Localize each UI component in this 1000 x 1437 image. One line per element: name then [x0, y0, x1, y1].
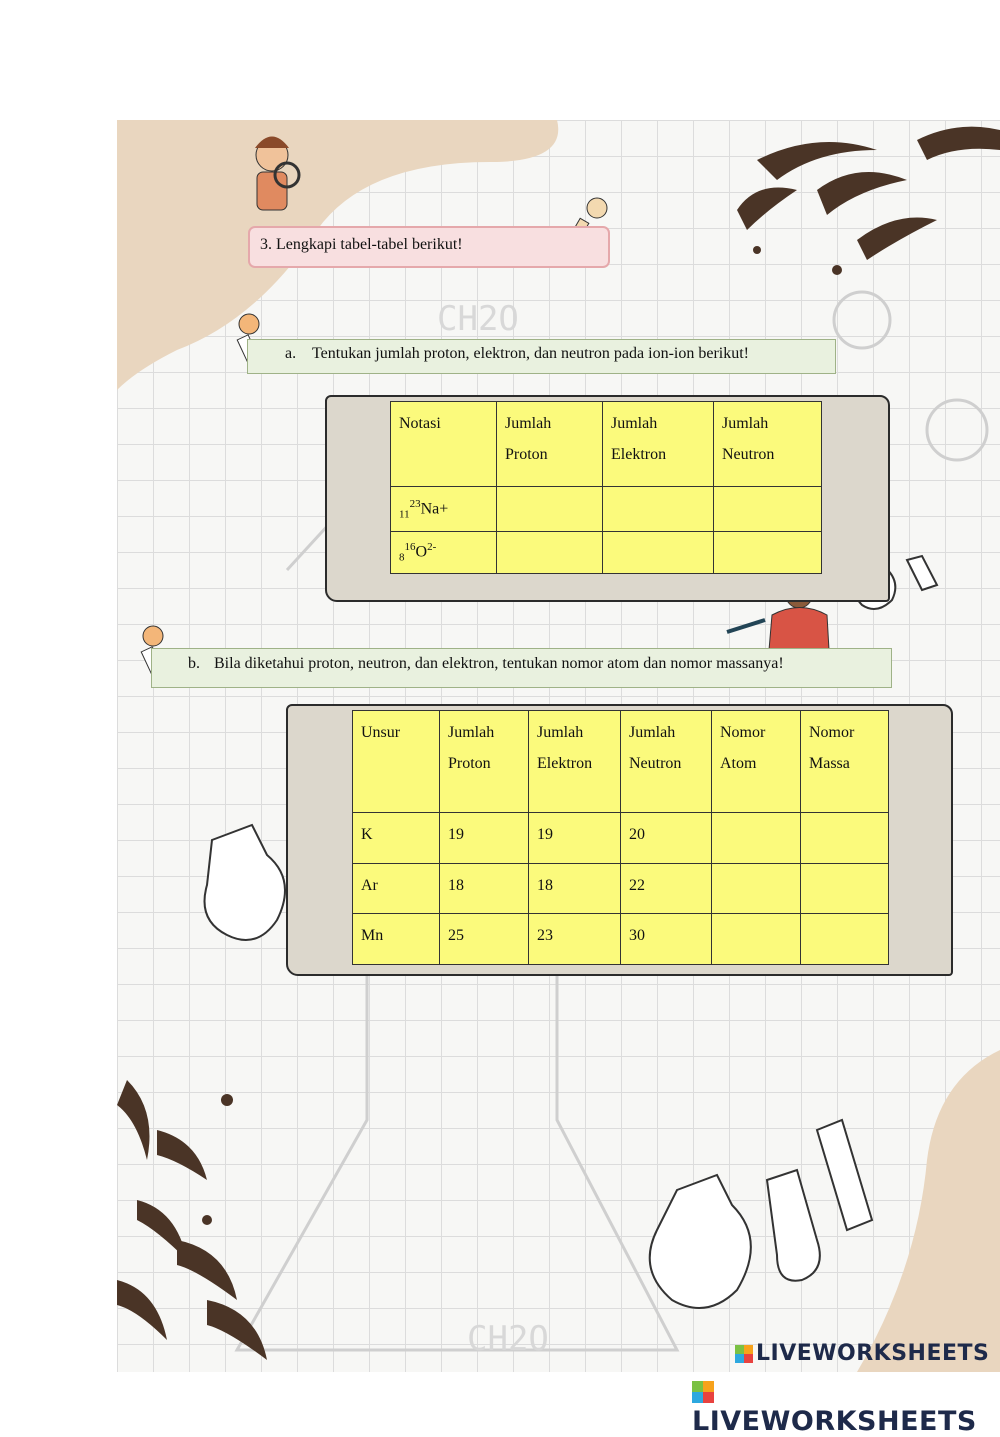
instruction-box [248, 226, 610, 268]
header-cell: Jumlah Neutron [621, 711, 712, 813]
header-cell: Jumlah Elektron [529, 711, 621, 813]
table-row [391, 531, 822, 574]
flask-illustration-bottom-right [650, 1120, 872, 1308]
neutron-cell: 30 [621, 914, 712, 965]
instruction-text: 3. Lengkapi tabel-tabel berikut! [260, 236, 463, 253]
header-cell: Jumlah Proton [497, 402, 603, 487]
liveworksheets-logo-icon [735, 1345, 753, 1363]
question-b-label: b. [188, 655, 200, 672]
table-row [353, 914, 889, 965]
header-cell: Unsur [353, 711, 440, 813]
elektron-cell: 19 [529, 813, 621, 864]
header-cell: Nomor Massa [801, 711, 889, 813]
vine-bottom-left-decor [117, 1080, 267, 1360]
element-cell: Ar [353, 864, 440, 914]
question-a-text: Tentukan jumlah proton, elektron, dan neutron pada ion-ion berikut! [312, 345, 749, 362]
header-cell: Notasi [391, 402, 497, 487]
header-cell: Jumlah Neutron [714, 402, 822, 487]
answer-input-nomor-atom[interactable] [712, 914, 801, 965]
neutron-cell: 20 [621, 813, 712, 864]
table-row [391, 487, 822, 532]
table-b-header-row [353, 711, 889, 813]
answer-input-proton[interactable] [497, 531, 603, 574]
elektron-cell: 18 [529, 864, 621, 914]
answer-input-nomor-massa[interactable] [801, 813, 889, 864]
notation-cell: $_{11}^{23}$Na+ [391, 487, 497, 532]
element-cell: K [353, 813, 440, 864]
header-cell: Jumlah Proton [440, 711, 529, 813]
question-b-text: Bila diketahui proton, neutron, dan elektron, tentukan nomor atom dan nomor massanya! [214, 655, 784, 672]
header-cell: Nomor Atom [712, 711, 801, 813]
answer-input-nomor-atom[interactable] [712, 864, 801, 914]
table-a [390, 401, 822, 574]
corner-shape-bottom-right [857, 1050, 1000, 1372]
answer-input-elektron[interactable] [603, 531, 714, 574]
flask-illustration-left [205, 825, 286, 940]
answer-input-nomor-massa[interactable] [801, 914, 889, 965]
answer-input-nomor-atom[interactable] [712, 813, 801, 864]
elektron-cell: 23 [529, 914, 621, 965]
notation-cell: $_8^{16}O^{2-}$ [391, 531, 497, 574]
table-b [352, 710, 889, 965]
proton-cell: 18 [440, 864, 529, 914]
liveworksheets-watermark-1: LIVEWORKSHEETS [735, 1341, 989, 1366]
answer-input-elektron[interactable] [603, 487, 714, 532]
header-cell: Jumlah Elektron [603, 402, 714, 487]
answer-input-proton[interactable] [497, 487, 603, 532]
table-a-header-row [391, 402, 822, 487]
answer-input-neutron[interactable] [714, 531, 822, 574]
table-row [353, 813, 889, 864]
bg-formula-top: CH2O [437, 299, 519, 339]
table-row [353, 864, 889, 914]
liveworksheets-logo-icon [692, 1381, 714, 1403]
proton-cell: 19 [440, 813, 529, 864]
proton-cell: 25 [440, 914, 529, 965]
element-cell: Mn [353, 914, 440, 965]
answer-input-nomor-massa[interactable] [801, 864, 889, 914]
question-a-label: a. [285, 345, 297, 362]
answer-input-neutron[interactable] [714, 487, 822, 532]
neutron-cell: 22 [621, 864, 712, 914]
bg-formula-bottom: CH2O [467, 1319, 549, 1359]
vine-top-right-decor [737, 127, 1000, 275]
liveworksheets-watermark-2: LIVEWORKSHEETS [692, 1375, 1000, 1437]
